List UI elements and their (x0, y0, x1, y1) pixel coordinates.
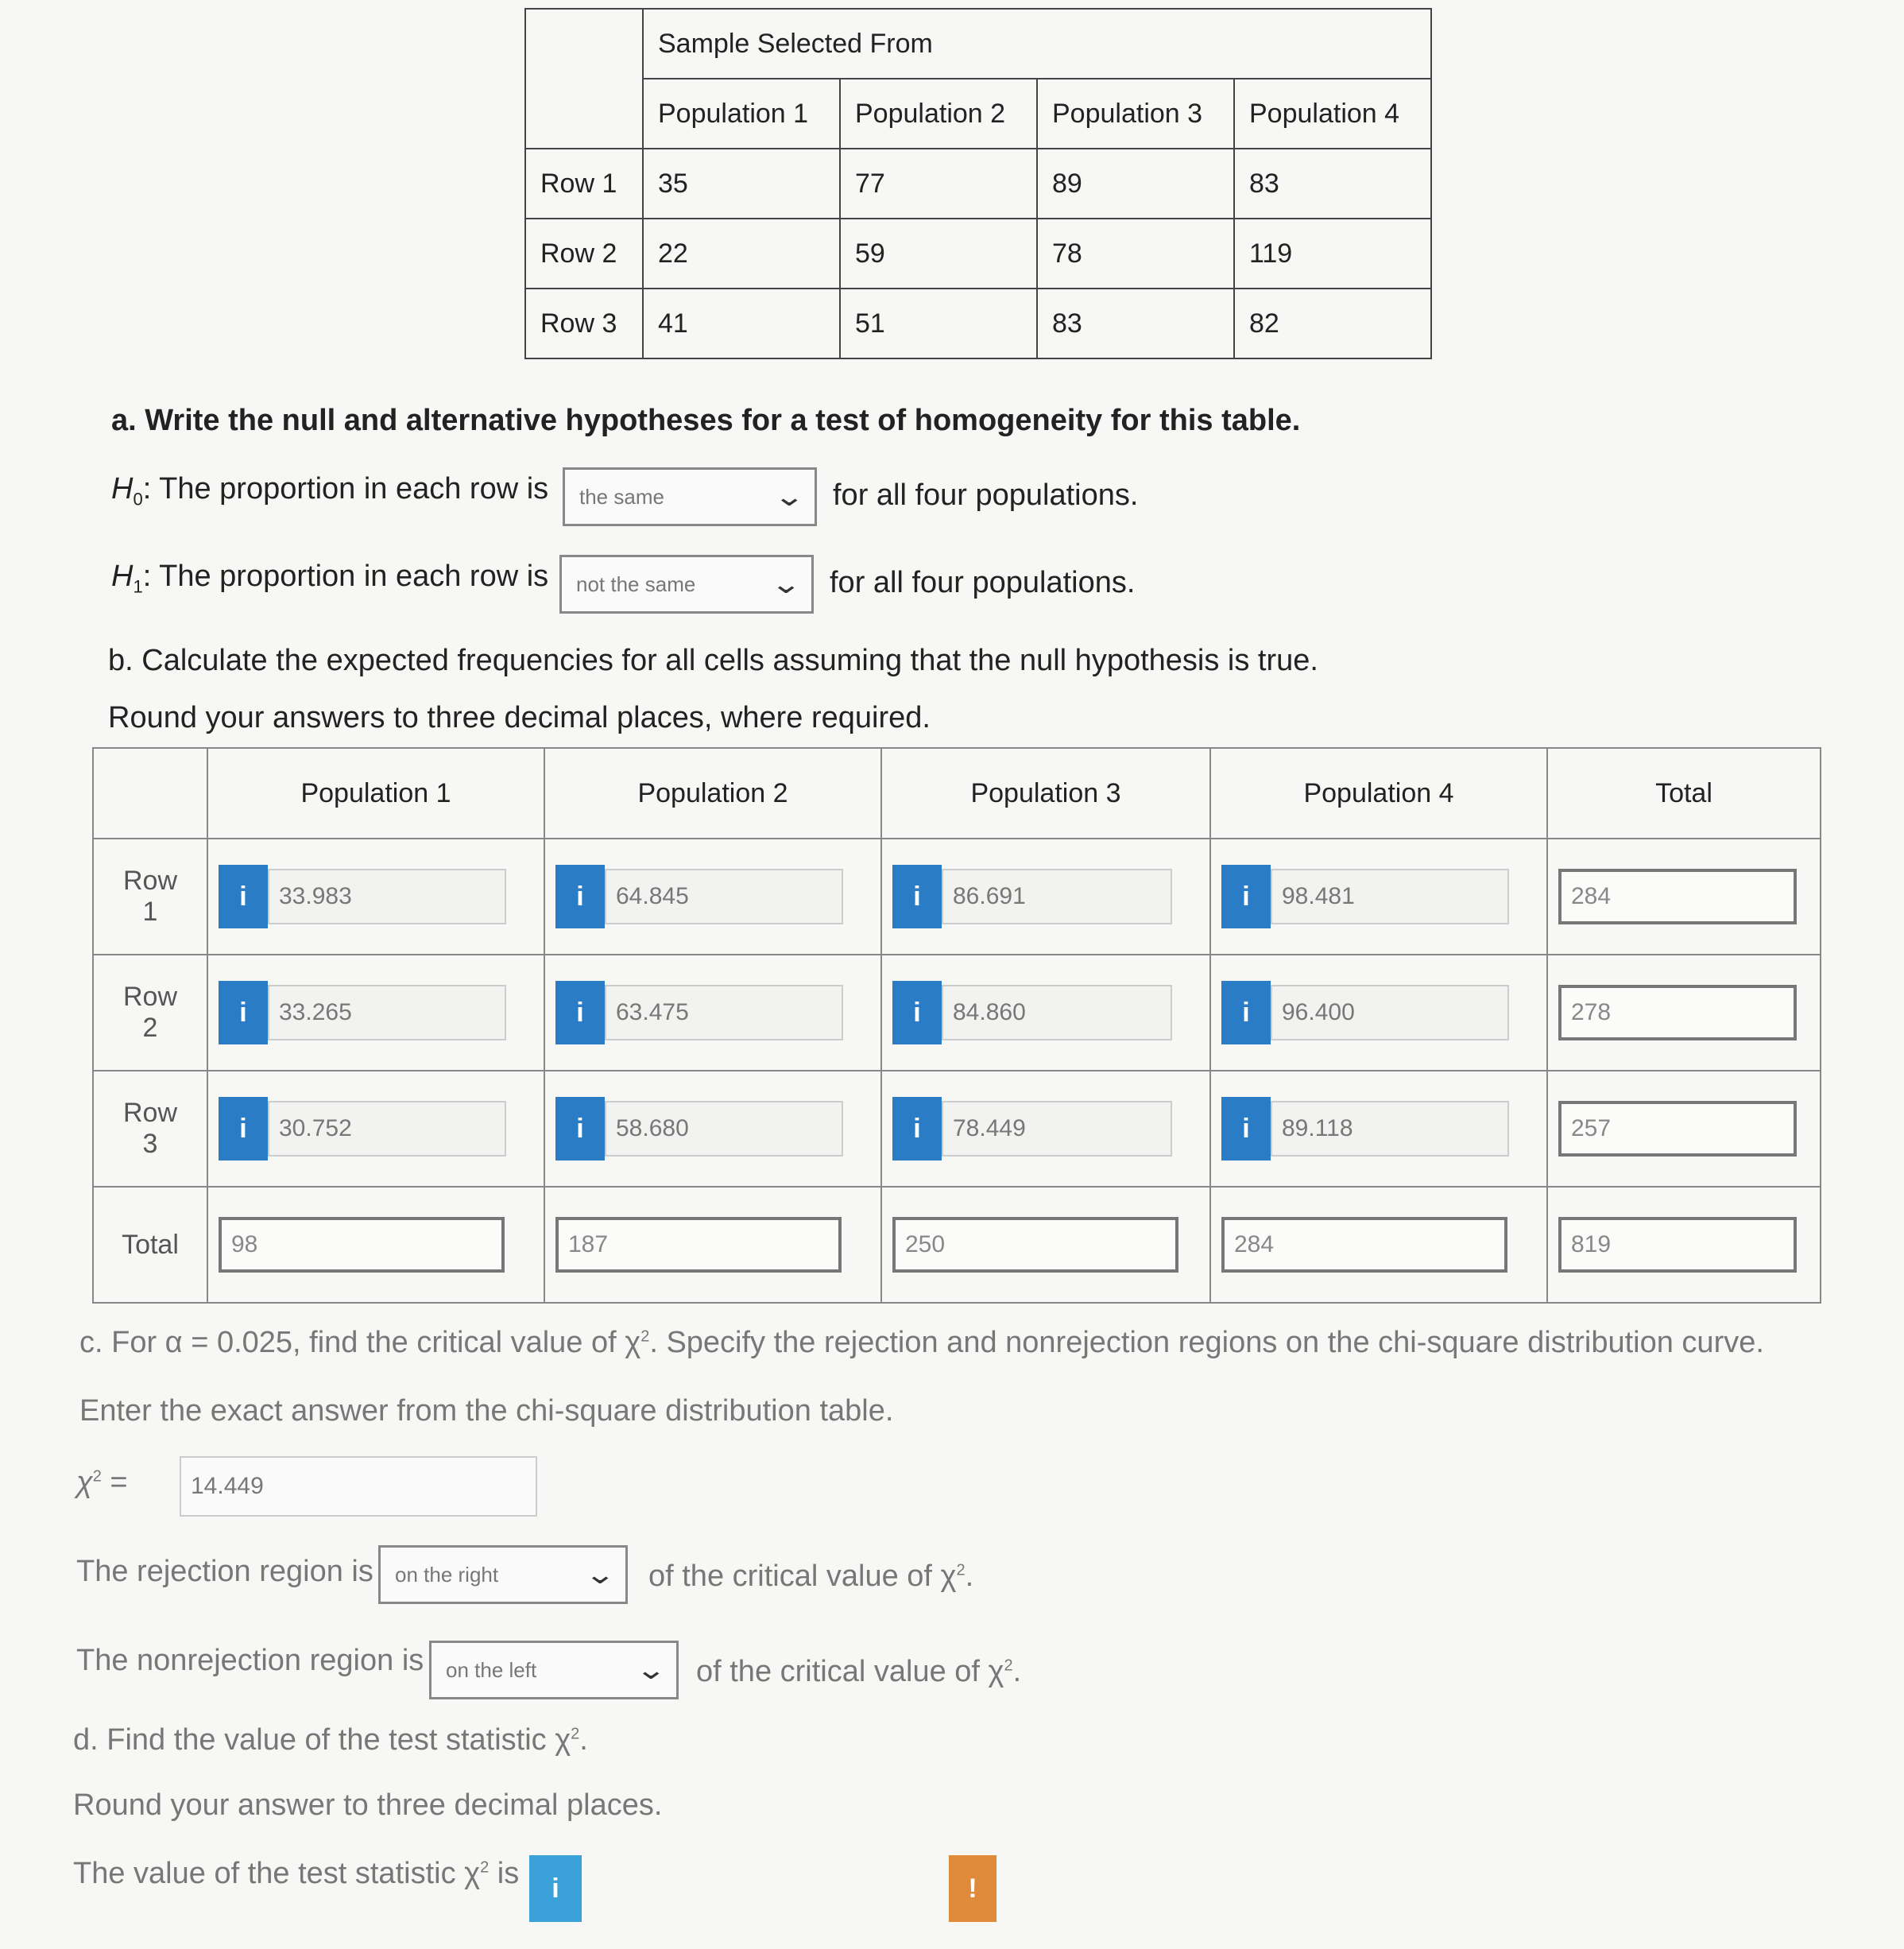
nonrejection-tail: of the critical value of $\chi^2$. (696, 1655, 1022, 1688)
h1-text: : The proportion in each row is (142, 560, 549, 593)
h0-tail: for all four populations. (833, 479, 1139, 512)
test-statistic-label: The value of the test statistic $\chi^2$ is (73, 1857, 520, 1890)
nonrejection-dropdown[interactable] (429, 1641, 679, 1699)
cell-value: 82 (1234, 289, 1431, 358)
expected-input[interactable]: 78.449 (942, 1101, 1172, 1157)
column-total-field: 98 (219, 1217, 505, 1273)
cell-value: 35 (643, 149, 840, 219)
row-label (93, 1071, 207, 1187)
row-label: Row 1 (525, 149, 643, 219)
row-total-field: 284 (1558, 869, 1797, 924)
column-header: Population 3 (1037, 79, 1234, 149)
info-icon[interactable]: i (555, 981, 605, 1044)
test-statistic-label-tail: is (497, 1857, 520, 1890)
cell-value: 22 (643, 219, 840, 289)
h0-label (111, 472, 548, 510)
observed-table (524, 8, 1432, 359)
column-total-field: 284 (1221, 1217, 1507, 1273)
table-row (93, 1187, 1821, 1303)
rejection-tail-text: of the critical value of χ (648, 1560, 957, 1593)
info-icon[interactable]: i (1221, 981, 1271, 1044)
row-label-line: Row (122, 982, 178, 1012)
rejection-tail: of the critical value of $\chi^2$. (648, 1560, 974, 1593)
rejection-label: The rejection region is (76, 1555, 373, 1588)
cell-value: 41 (643, 289, 840, 358)
expected-input[interactable]: 58.680 (605, 1101, 843, 1157)
column-header: Population 4 (1210, 748, 1547, 839)
expected-input[interactable]: 98.481 (1271, 869, 1509, 924)
expected-input[interactable]: 64.845 (605, 869, 843, 924)
h0-text: : The proportion in each row is (142, 472, 549, 506)
row-label (93, 839, 207, 955)
row-label: Total (93, 1187, 207, 1303)
part-c-prompt-start: c. For α = 0.025, find the critical value of χ (79, 1326, 641, 1359)
info-icon[interactable]: i (1221, 865, 1271, 928)
table-row (525, 219, 1431, 289)
expected-input[interactable]: 89.118 (1271, 1101, 1509, 1157)
chevron-down-icon: ⌄ (583, 1560, 616, 1590)
table-row (525, 289, 1431, 358)
table-row (93, 1071, 1821, 1187)
row-label-line: Row (122, 1098, 178, 1128)
chevron-down-icon: ⌄ (772, 482, 805, 512)
expected-input[interactable]: 33.983 (268, 869, 506, 924)
nonrejection-label: The nonrejection region is (76, 1644, 424, 1677)
part-a-prompt: a. Write the null and alternative hypotheses for a test of homogeneity for this table. (111, 404, 1301, 437)
h1-dropdown[interactable] (559, 555, 814, 614)
h0-dropdown[interactable] (563, 467, 817, 526)
chi-symbol: χ (76, 1466, 93, 1499)
h0-subscript: 0 (133, 489, 143, 510)
info-icon[interactable]: i (555, 865, 605, 928)
column-header: Population 2 (544, 748, 881, 839)
cell-value: 51 (840, 289, 1037, 358)
row-label-line: 3 (142, 1129, 158, 1159)
part-b-prompt: b. Calculate the expected frequencies for all cells assuming that the null hypothesis is true. (108, 644, 1318, 677)
part-d-prompt-text: d. Find the value of the test statistic χ (73, 1723, 571, 1757)
column-header: Population 1 (207, 748, 544, 839)
part-d-note: Round your answer to three decimal places. (73, 1788, 663, 1822)
expected-table (92, 747, 1821, 1304)
part-d-prompt: d. Find the value of the test statistic $\chi^2$. (73, 1723, 588, 1757)
expected-input[interactable]: 63.475 (605, 985, 843, 1040)
expected-input[interactable]: 33.265 (268, 985, 506, 1040)
table-row (93, 839, 1821, 955)
cell-value: 83 (1037, 289, 1234, 358)
row-label-line: Row (122, 866, 178, 896)
table-row (93, 955, 1821, 1071)
info-icon[interactable]: i (892, 981, 942, 1044)
cell-value: 83 (1234, 149, 1431, 219)
row-label-line: 1 (142, 897, 158, 927)
row-total-field: 278 (1558, 985, 1797, 1040)
nonrejection-tail-text: of the critical value of χ (696, 1655, 1004, 1688)
info-icon[interactable]: i (892, 865, 942, 928)
row-total-field: 257 (1558, 1101, 1797, 1157)
h1-label (111, 560, 548, 598)
part-c-prompt-end: . Specify the rejection and nonrejection regions on the chi-square distribution curve. (649, 1326, 1764, 1359)
expected-input[interactable]: 84.860 (942, 985, 1172, 1040)
column-header: Population 3 (881, 748, 1210, 839)
test-statistic-label-text: The value of the test statistic χ (73, 1857, 481, 1890)
info-icon[interactable]: i (219, 1097, 268, 1160)
h1-dropdown-value: not the same (576, 572, 696, 596)
column-header: Total (1547, 748, 1821, 839)
column-header: Population 2 (840, 79, 1037, 149)
grand-total-field: 819 (1558, 1217, 1797, 1273)
row-label: Row 3 (525, 289, 643, 358)
expected-input[interactable]: 30.752 (268, 1101, 506, 1157)
corner-cell (525, 79, 643, 149)
cell-value: 119 (1234, 219, 1431, 289)
info-icon[interactable]: i (1221, 1097, 1271, 1160)
column-total-field: 250 (892, 1217, 1178, 1273)
info-icon[interactable]: i (219, 981, 268, 1044)
critical-value-input[interactable]: 14.449 (180, 1456, 537, 1517)
h1-tail: for all four populations. (830, 566, 1136, 599)
corner-cell (525, 9, 643, 79)
part-b-note: Round your answers to three decimal places, where required. (108, 701, 931, 734)
column-header: Population 1 (643, 79, 840, 149)
part-c-note: Enter the exact answer from the chi-square distribution table. (79, 1394, 894, 1428)
h1-symbol: H (111, 560, 134, 593)
row-label: Row 2 (525, 219, 643, 289)
table-row (525, 149, 1431, 219)
info-icon[interactable]: i (892, 1097, 942, 1160)
info-icon[interactable]: i (555, 1097, 605, 1160)
row-label-line: 2 (142, 1013, 158, 1043)
cell-value: 89 (1037, 149, 1234, 219)
info-icon[interactable]: i (219, 865, 268, 928)
h0-symbol: H (111, 472, 134, 506)
column-header: Population 4 (1234, 79, 1431, 149)
expected-input[interactable]: 96.400 (1271, 985, 1509, 1040)
h0-dropdown-value: the same (579, 484, 664, 509)
column-total-field: 187 (555, 1217, 842, 1273)
rejection-dropdown-value: on the right (395, 1562, 499, 1587)
cell-value: 78 (1037, 219, 1234, 289)
nonrejection-dropdown-value: on the left (446, 1657, 537, 1682)
cell-value: 59 (840, 219, 1037, 289)
chi-square-label: $\chi^2$ = (76, 1466, 128, 1499)
expected-input[interactable]: 86.691 (942, 869, 1172, 924)
corner-cell (93, 748, 207, 839)
chevron-down-icon: ⌄ (634, 1655, 667, 1685)
part-c-prompt: c. For α = 0.025, find the critical value of $\chi^2$. Specify the rejection and nonrejection regions on the chi-square distribution curve. (79, 1326, 1764, 1359)
alert-icon[interactable]: ! (949, 1855, 997, 1922)
row-label (93, 955, 207, 1071)
cell-value: 77 (840, 149, 1037, 219)
chevron-down-icon: ⌄ (769, 569, 802, 599)
h1-subscript: 1 (133, 576, 143, 597)
info-icon[interactable]: i (529, 1855, 582, 1922)
table-caption: Sample Selected From (643, 9, 1431, 79)
rejection-dropdown[interactable] (378, 1545, 628, 1604)
